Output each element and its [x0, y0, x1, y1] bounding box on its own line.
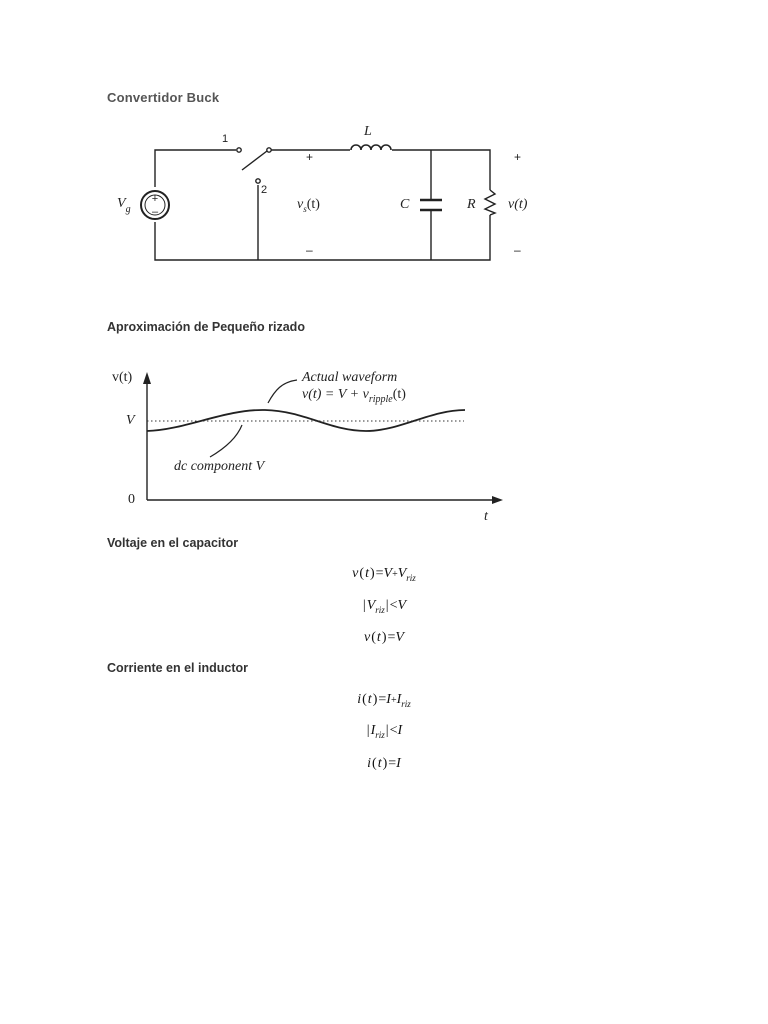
y-axis-arrow [143, 372, 151, 384]
equation-capacitor-voltage: $v(t)=V+V_{riz}$ [352, 566, 416, 583]
equation-capacitor-approx: v(t)=V [364, 630, 404, 645]
zero-tick-label: 0 [128, 492, 135, 507]
dc-component-label: dc component V [174, 459, 265, 474]
source-label: $V_g$ [117, 196, 131, 215]
equation-inductor-current: $i(t)=I+I_{riz}$ [357, 692, 411, 709]
equation-capacitor-ripple-bound: $|V_{riz}|<V$ [362, 598, 407, 615]
capacitor-label: C [400, 197, 410, 212]
actual-waveform-equation: $v(t) = V + v_{ripple}(t)$ [302, 387, 406, 405]
output-voltage-label: v(t) [508, 197, 528, 212]
v-tick-label: V [126, 413, 135, 428]
y-axis-label: v(t) [112, 370, 133, 385]
section-title-buck: Convertidor Buck [107, 90, 220, 105]
equation-inductor-ripple-bound: $|I_{riz}|<I$ [366, 723, 403, 740]
actual-waveform-label: Actual waveform [302, 370, 398, 385]
section-title-inductor: Corriente en el inductor [107, 661, 248, 675]
output-plus: + [514, 150, 522, 164]
actual-waveform-curve [147, 410, 465, 431]
actual-waveform-pointer [268, 380, 297, 403]
source-plus: + [151, 193, 159, 205]
switch-voltage-label: $v_s(t)$ [297, 197, 320, 214]
output-minus: – [514, 243, 521, 257]
source-minus: – [151, 206, 159, 218]
x-axis-label: t [484, 509, 488, 524]
equation-inductor-approx: i(t)=I [367, 756, 401, 771]
vs-minus: – [306, 243, 313, 257]
switch-label-1: 1 [222, 133, 229, 145]
dc-component-pointer [210, 425, 242, 457]
x-axis-arrow [492, 496, 503, 504]
inductor-label: L [364, 124, 372, 139]
vs-plus: + [306, 150, 314, 164]
switch-label-2: 2 [261, 184, 268, 196]
section-title-ripple: Aproximación de Pequeño rizado [107, 320, 305, 334]
resistor-label: R [467, 197, 476, 212]
section-title-capacitor: Voltaje en el capacitor [107, 536, 239, 550]
